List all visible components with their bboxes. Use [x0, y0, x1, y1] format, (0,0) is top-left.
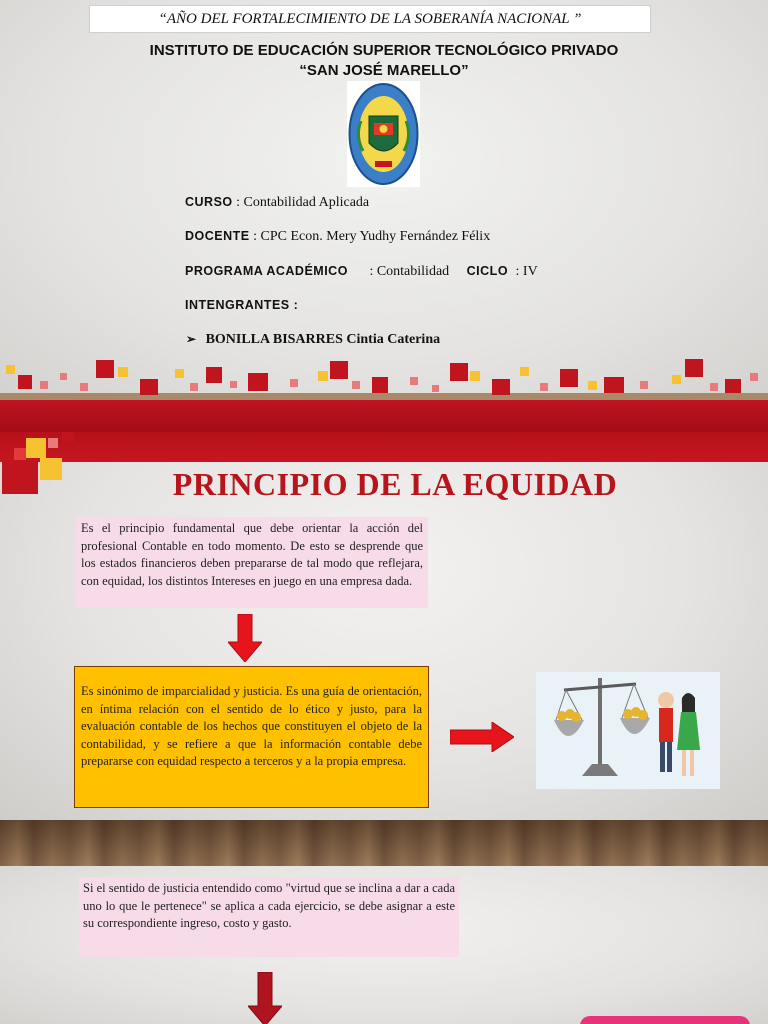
right-arrow-icon	[450, 722, 514, 752]
national-motto: “AÑO DEL FORTALECIMIENTO DE LA SOBERANÍA NACIONAL ”	[89, 5, 651, 33]
curso-value: : Contabilidad Aplicada	[236, 195, 370, 210]
institute-name: INSTITUTO DE EDUCACIÓN SUPERIOR TECNOLÓGICO PRIVADO	[149, 42, 619, 59]
decorative-squares-band	[0, 355, 768, 400]
down-arrow-icon-2	[248, 972, 282, 1024]
equity-principle-slide	[0, 432, 768, 820]
programa-label: PROGRAMA ACADÉMICO	[185, 264, 348, 278]
balance-scale-people-illustration	[536, 672, 720, 789]
synonym-text-box: Es sinónimo de imparcialidad y justicia. Es una guía de orientación, en íntima relación con el sentido de lo ético y justo, para la evaluación contable de los hechos que constituyen el objeto de la contabilidad, y se refiere a que la información contable debe prepararse con equidad respecto a terceros y a la propia empresa.	[74, 666, 429, 808]
red-divider-band	[0, 400, 768, 432]
docente-label: DOCENTE	[185, 229, 250, 243]
ciclo-value: : IV	[515, 264, 538, 279]
docente-row	[185, 229, 490, 245]
integrantes-row	[185, 298, 298, 314]
down-arrow-icon	[228, 614, 262, 662]
programa-value: : Contabilidad	[369, 264, 450, 279]
member-name: BONILLA BISARRES Cintia Caterina	[205, 332, 441, 347]
integrantes-label: INTENGRANTES :	[185, 298, 299, 312]
justice-text-box: Si el sentido de justicia entendido como "virtud que se inclina a dar a cada uno lo que le pertenece" se aplica a cada ejercicio, se debe asignar a este su correspondiente ingreso, costo y gasto.	[79, 877, 459, 957]
justice-slide	[0, 866, 768, 1024]
bullet-arrow-icon: ➢	[186, 332, 197, 346]
ciclo-label: CICLO	[466, 264, 509, 278]
institute-seal-logo	[347, 81, 420, 187]
programa-row	[185, 264, 538, 280]
curso-label: CURSO	[185, 195, 233, 209]
cover-slide	[0, 0, 768, 400]
definition-text-box: Es el principio fundamental que debe orientar la acción del profesional Contable en todo momento. De esto se desprende que los estados financieros deben prepararse de tal modo que reflejara, con equidad, los distintos Intereses en juego en una empresa dada.	[76, 517, 428, 608]
slide-title: PRINCIPIO DE LA EQUIDAD	[172, 466, 618, 502]
slide-top-red-band	[0, 432, 768, 462]
curso-row	[185, 195, 369, 211]
wood-floor-shade	[0, 820, 768, 866]
pink-shape-fragment	[580, 1016, 750, 1024]
institute-subname: “SAN JOSÉ MARELLO”	[299, 62, 469, 79]
member-list-item	[186, 332, 440, 348]
docente-value: : CPC Econ. Mery Yudhy Fernández Félix	[253, 229, 491, 244]
